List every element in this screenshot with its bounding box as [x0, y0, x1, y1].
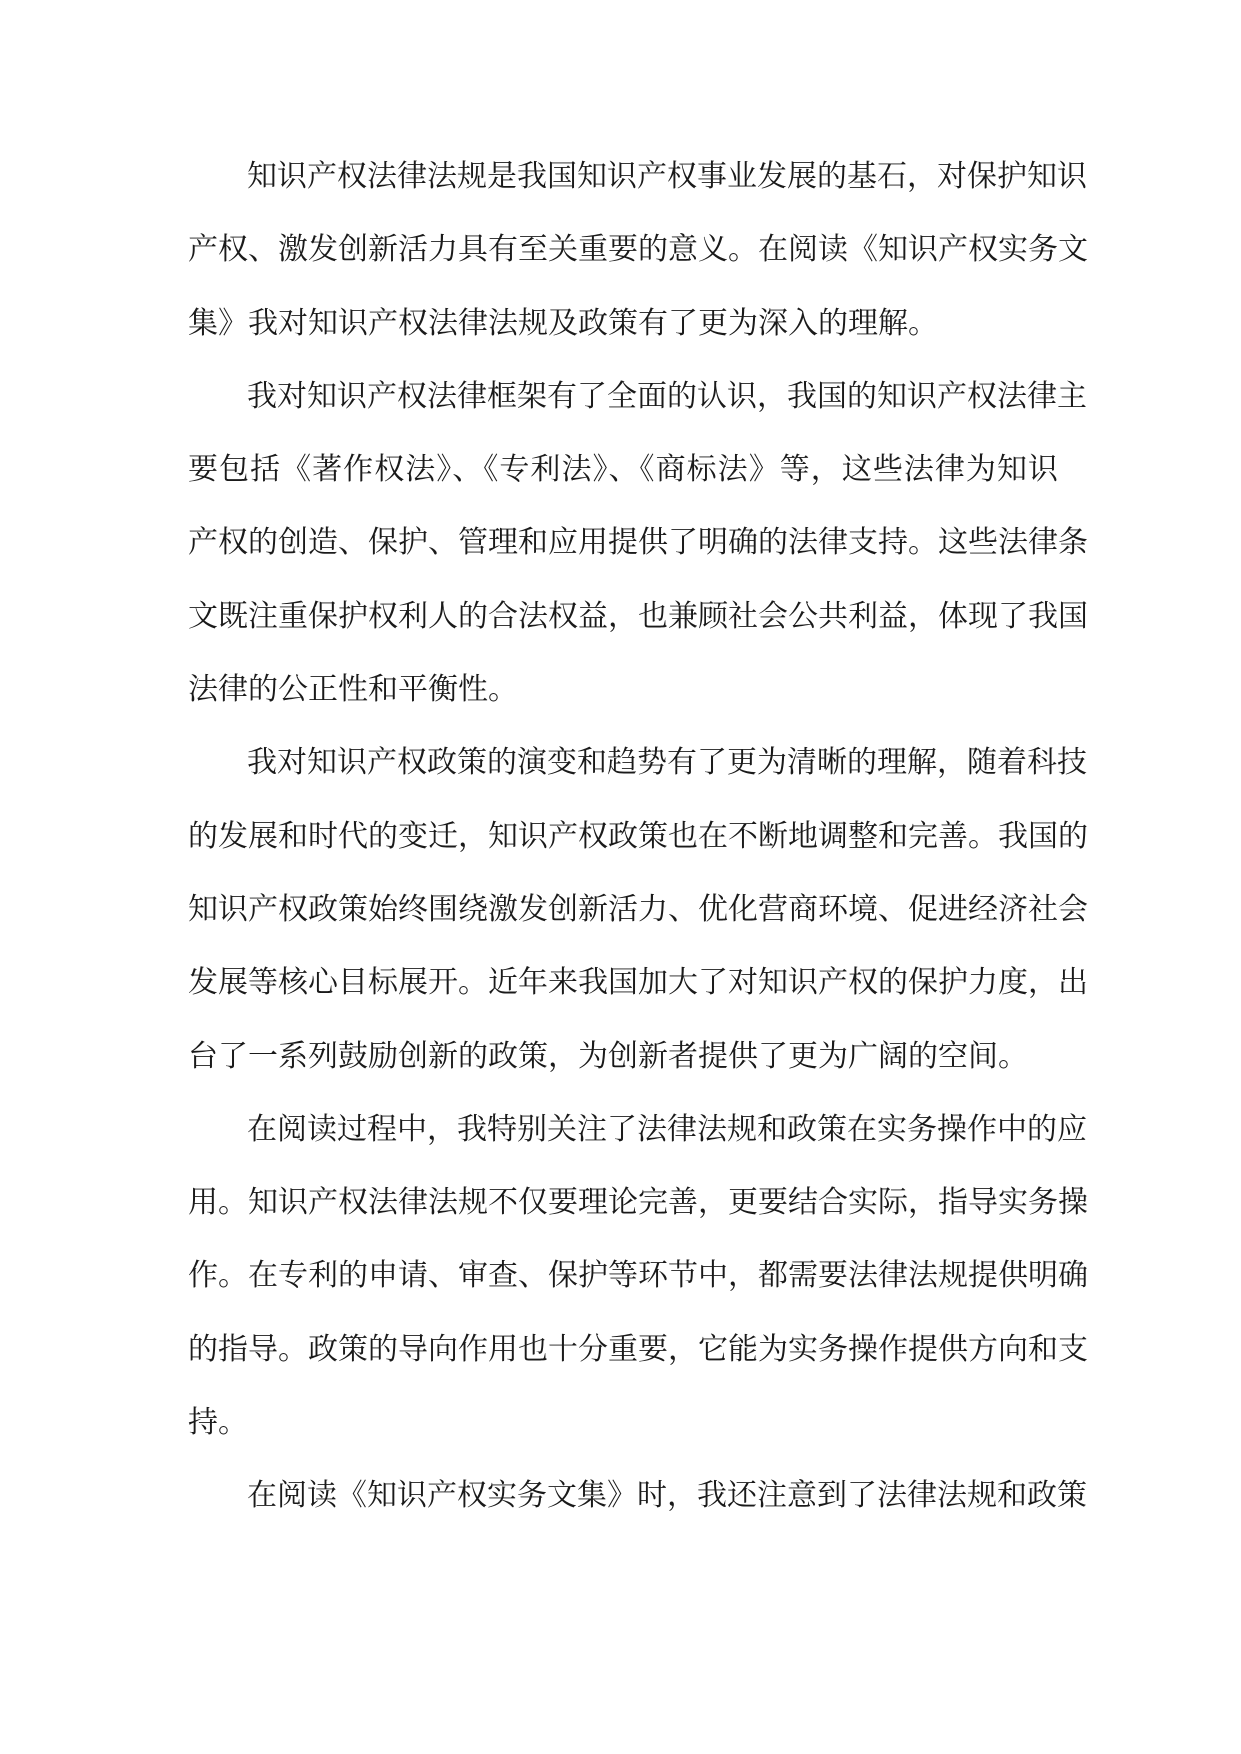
text-line: 我对知识产权政策的演变和趋势有了更为清晰的理解，随着科技 [247, 745, 1087, 781]
paragraph-3 [188, 726, 1088, 1092]
text-line: 在阅读过程中，我特别关注了法律法规和政策在实务操作中的应 [247, 1111, 1087, 1147]
text-line: 在阅读《知识产权实务文集》时，我还注意到了法律法规和政策 [247, 1478, 1087, 1514]
text-line: 集》我对知识产权法律法规及政策有了更为深入的理解。 [188, 305, 938, 341]
text-line: 的指导。政策的导向作用也十分重要，它能为实务操作提供方向和支 [188, 1331, 1088, 1367]
text-line: 发展等核心目标展开。近年来我国加大了对知识产权的保护力度，出 [188, 965, 1088, 1001]
paragraph-1 [188, 140, 1088, 360]
text-line: 知识产权政策始终围绕激发创新活力、优化营商环境、促进经济社会 [188, 891, 1088, 927]
text-line: 作。在专利的申请、审查、保护等环节中，都需要法律法规提供明确 [188, 1258, 1088, 1294]
text-line: 的发展和时代的变迁，知识产权政策也在不断地调整和完善。我国的 [188, 818, 1088, 854]
text-line: 文既注重保护权利人的合法权益，也兼顾社会公共利益，体现了我国 [188, 598, 1088, 634]
text-line: 台了一系列鼓励创新的政策，为创新者提供了更为广阔的空间。 [188, 1038, 1028, 1074]
text-line: 要包括《著作权法》、《专利法》、《商标法》等，这些法律为知识 [188, 452, 1058, 488]
paragraph-2 [188, 360, 1088, 726]
paragraph-5 [188, 1459, 1087, 1532]
paragraph-4 [188, 1093, 1088, 1459]
text-line: 持。 [188, 1405, 248, 1441]
text-line: 产权的创造、保护、管理和应用提供了明确的法律支持。这些法律条 [188, 525, 1088, 561]
document-body [188, 140, 1088, 1533]
text-line: 法律的公正性和平衡性。 [188, 672, 518, 708]
text-line: 我对知识产权法律框架有了全面的认识，我国的知识产权法律主 [247, 378, 1087, 414]
text-line: 用。知识产权法律法规不仅要理论完善，更要结合实际，指导实务操 [188, 1185, 1088, 1221]
text-line: 知识产权法律法规是我国知识产权事业发展的基石，对保护知识 [247, 159, 1087, 194]
text-line: 产权、激发创新活力具有至关重要的意义。在阅读《知识产权实务文 [188, 232, 1088, 268]
